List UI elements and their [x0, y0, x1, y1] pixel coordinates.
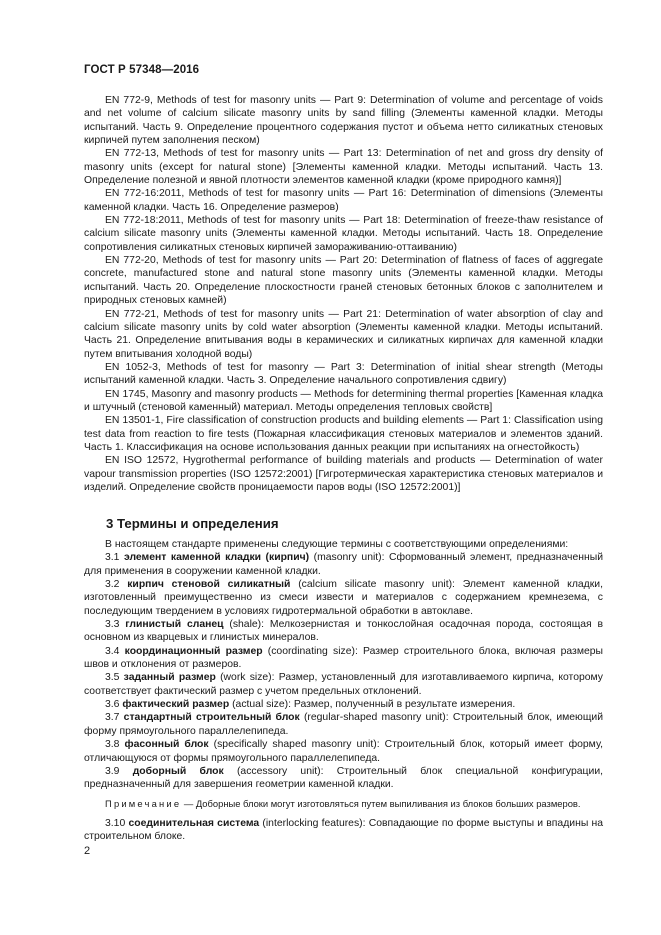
note-text: — Доборные блоки могут изготовляться путем выпиливания из блоков больших размеров.: [181, 797, 581, 809]
term-definition: [84, 618, 603, 645]
term-number: 3.5: [105, 672, 120, 684]
term-number: 3.9: [105, 765, 120, 777]
term-definition: [84, 738, 603, 765]
term-number: 3.4: [105, 645, 120, 657]
term-name: кирпич стеновой силикатный: [127, 579, 291, 591]
term-text: (work size): Размер, установленный для изготавливаемого кирпича, которому соответствует фактический размер с учетом предельных отклонений.: [84, 672, 603, 697]
reference-item: EN 772-9, Methods of test for masonry units — Part 9: Determination of volume and percentage of voids and net volume of calcium silicate masonry units by sand filling (Элементы каменной кладки. Методы испытаний. Часть 9. Определение процентного содержания пустот и объема нетто силикатных стеновых кирпичей путем заполнения песком): [84, 95, 603, 147]
document-header: ГОСТ Р 57348—2016: [84, 64, 200, 76]
note-label: Примечание: [105, 797, 182, 809]
term-name: элемент каменной кладки (кирпич): [123, 552, 310, 564]
term-number: 3.1: [105, 552, 120, 564]
term-name: заданный размер: [123, 672, 216, 684]
term-text: (shale): Мелкозернистая и тонкослойная осадочная порода, состоящая в основном из кварцевых и глинистых минералов.: [84, 619, 603, 644]
term-number: 3.2: [105, 579, 120, 591]
term-name: координационный размер: [124, 645, 263, 657]
term-name: соединительная система: [128, 817, 260, 829]
term-text: (regular-shaped masonry unit): Строительный блок, имеющий форму прямоугольного параллелепипеда.: [84, 712, 604, 737]
reference-item: EN ISO 12572, Hygrothermal performance of building materials and products — Determination of water vapour transmission properties (ISO 12572:2001) [Гигротермическая характеристика стеновых материалов и изделий. Определение свойств проницаемости паров воды (ISO 12572:2001)]: [84, 455, 603, 493]
term-definition: [84, 817, 603, 844]
reference-item: EN 772-16:2011, Methods of test for masonry units — Part 16: Determination of dimensions (Элементы каменной кладки. Часть 16. Определение размеров): [84, 188, 603, 213]
reference-item: EN 13501-1, Fire classification of construction products and building elements — Part 1: Classification using test data from reaction to fire tests (Пожарная классификация стеновых материалов и элементов зданий. Часть 1. Классификация на основе использования данных реакции при испытаниях на огнестойкость): [84, 415, 603, 453]
term-number: 3.3: [105, 619, 120, 631]
term-name: фактический размер: [122, 699, 230, 711]
term-definition: [84, 711, 603, 738]
term-text: (accessory unit): Строительный блок специальной конфигурации, предназначенный для завершения геометрии каменной кладки.: [84, 765, 604, 791]
term-text: (calcium silicate masonry unit): Элемент каменной кладки, изготовленный преимущественно из смеси извести и материалов с содержанием кремнезема, с последующим твердением в условиях гидротермальной обработки в автоклаве.: [84, 579, 603, 617]
normative-references: [84, 94, 603, 494]
reference-item: EN 772-13, Methods of test for masonry units — Part 13: Determination of net and gross dry density of masonry units (except for natural stone) [Элементы каменной кладки. Методы испытаний. Часть 13. Определение полезной и явной плотности элементов каменной кладки (кроме природного камня)]: [84, 148, 603, 187]
note: [84, 798, 603, 810]
section-intro: В настоящем стандарте применены следующие термины с соответствующими определениями:: [105, 539, 569, 550]
term-definition: [84, 671, 603, 698]
term-text: (coordinating size): Размер строительного блока, включая размеры швов и отклонения от размеров.: [84, 645, 603, 671]
page-number: 2: [84, 845, 91, 857]
term-name: доборный блок: [132, 765, 224, 777]
term-definition: [84, 698, 603, 711]
term-text: (interlocking features): Совпадающие по форме выступы и впадины на строительном блоке.: [84, 817, 604, 842]
reference-item: EN 772-18:2011, Methods of test for masonry units — Part 18: Determination of freeze-thaw resistance of calcium silicate masonry units (Элементы каменной кладки. Методы испытаний. Часть 18. Определение сопротивления силикатных стеновых кирпичей замораживанию-оттаиванию): [84, 215, 603, 253]
term-text: (actual size): Размер, полученный в результате измерения.: [229, 699, 516, 711]
term-name: глинистый сланец: [125, 619, 224, 631]
term-number: 3.10: [105, 817, 126, 829]
reference-item: EN 1052-3, Methods of test for masonry — Part 3: Determination of initial shear strength (Методы испытаний каменной кладки. Часть 3. Определение начального сопротивления сдвигу): [84, 361, 603, 387]
term-name: стандартный строительный блок: [123, 712, 300, 724]
reference-item: EN 772-20, Methods of test for masonry units — Part 20: Determination of flatness of faces of aggregate concrete, manufactured stone and natural stone masonry units (Элементы каменной кладки. Методы испытаний. Часть 20. Определение плоскостности граней стеновых бетонных блоков с заполнителем и природных стеновых камней): [84, 255, 603, 307]
term-definition: [84, 645, 603, 672]
term-text: (masonry unit): Сформованный элемент, предназначенный для применения в сооружении каменной кладки.: [84, 552, 603, 577]
term-number: 3.7: [105, 712, 120, 724]
term-text: (specifically shaped masonry unit): Строительный блок, который имеет форму, отличающуюся от формы прямоугольного параллелепипеда.: [84, 739, 603, 764]
term-definition: [84, 551, 603, 578]
reference-item: EN 772-21, Methods of test for masonry units — Part 21: Determination of water absorption of clay and calcium silicate masonry units by cold water absorption (Элементы каменной кладки. Методы испытаний. Часть 21. Определение впитывания воды в керамических и силикатных кирпичах для каменной кладки путем впитывания холодной воды): [84, 308, 603, 360]
term-number: 3.6: [105, 699, 120, 711]
section-heading: 3 Термины и определения: [106, 516, 279, 531]
term-name: фасонный блок: [124, 739, 209, 751]
term-definition: [84, 578, 603, 618]
term-definition: [84, 765, 603, 792]
term-number: 3.8: [105, 739, 120, 751]
reference-item: EN 1745, Masonry and masonry products — Methods for determining thermal properties [Каменная кладка и штучный (стеновой каменный) материал. Методы определения тепловых свойств]: [84, 388, 603, 413]
terms-section: [84, 538, 603, 843]
